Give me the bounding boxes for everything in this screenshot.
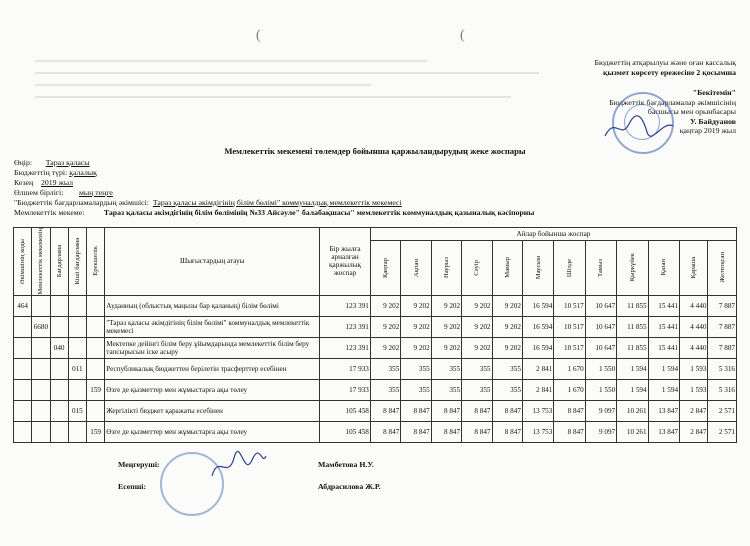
month-value-cell: 1 594 [617,379,648,400]
expense-name-cell: Мектепке дейінгі білім беру ұйымдарында мемлекеттік білім беру тапсырысын іске асыру [105,337,320,358]
month-value-cell: 1 593 [680,358,708,379]
month-value-cell: 15 441 [648,295,679,316]
expense-name-cell: Республикалық бюджеттен берілетін трасферттер есебінен [105,358,320,379]
month-value-cell: 355 [370,358,400,379]
header-month: Желтоқсан [708,240,737,295]
code-cell [87,295,105,316]
code-cell [50,421,68,442]
month-value-cell: 10 261 [617,400,648,421]
manager-label: Меңгеруші: [118,460,160,469]
annex-note: Бюджеттің атқарылуы және оған кассалық қызмет көрсету ережесіне 2 қосымша [594,58,736,77]
month-value-cell: 2 847 [680,400,708,421]
header-month: Қаңтар [370,240,400,295]
month-value-cell: 2 571 [708,400,737,421]
annual-plan-cell: 17 933 [320,358,371,379]
table-row [14,316,737,337]
institution-row: Мемлекеттік мекеме: Тараз қаласы әкімдігінің білім бөлімінің №33 Айсәуле" балабақшасы" мемлекеттік коммуналдық қазыналық кәсіпорны [14,208,535,217]
month-value-cell: 9 202 [462,337,492,358]
month-value-cell: 13 753 [522,421,553,442]
month-value-cell: 8 847 [431,421,461,442]
code-cell [50,400,68,421]
month-value-cell: 1 670 [554,379,585,400]
table-row [14,358,737,379]
month-value-cell: 8 847 [370,421,400,442]
header-month: Маусым [522,240,553,295]
month-value-cell: 15 441 [648,316,679,337]
code-cell [14,358,32,379]
region-row: Өңір: Тараз қаласы [14,158,90,167]
month-value-cell: 355 [431,379,461,400]
header-program: Бағдарлама [50,228,68,296]
code-cell [87,316,105,337]
code-cell [87,400,105,421]
month-value-cell: 10 647 [585,337,616,358]
budget-type-row: Бюджеттің түрі: қалалық [14,168,97,177]
month-value-cell: 355 [462,379,492,400]
code-cell [50,295,68,316]
month-value-cell: 8 847 [462,421,492,442]
code-cell: 159 [87,379,105,400]
month-value-cell: 9 202 [401,337,431,358]
month-value-cell: 9 202 [492,295,522,316]
header-month: Тамыз [585,240,616,295]
month-value-cell: 11 855 [617,316,648,337]
header-expense-name: Шығыстардың атауы [105,228,320,296]
bleed-through-text [35,50,595,140]
month-value-cell: 8 847 [462,400,492,421]
code-cell: 015 [68,400,86,421]
month-value-cell: 9 202 [370,316,400,337]
month-value-cell: 4 440 [680,337,708,358]
month-value-cell: 2 841 [522,358,553,379]
month-value-cell: 355 [370,379,400,400]
month-value-cell: 8 847 [554,421,585,442]
table-row [14,379,737,400]
month-value-cell: 355 [462,358,492,379]
expense-name-cell: Ауданның (облыстық маңызы бар қаланың) білім бөлімі [105,295,320,316]
header-month: Мамыр [492,240,522,295]
code-cell: 464 [14,295,32,316]
month-value-cell: 9 202 [462,295,492,316]
code-cell [32,400,50,421]
month-value-cell: 4 440 [680,295,708,316]
expense-name-cell: Өзге де қызметтер мен жұмыстарға ақы төлеу [105,421,320,442]
manager-name: Мамбетова Н.У. [318,460,374,469]
page-title: Мемлекеттік мекемені төлемдер бойынша қаржыландырудың жеке жоспары [224,146,526,156]
month-value-cell: 9 097 [585,421,616,442]
code-cell [32,379,50,400]
table-row [14,421,737,442]
month-value-cell: 8 847 [554,400,585,421]
month-value-cell: 1 670 [554,358,585,379]
month-value-cell: 16 594 [522,295,553,316]
code-cell [68,379,86,400]
header-month: Шілде [554,240,585,295]
month-value-cell: 355 [401,358,431,379]
expense-name-cell: Жергілікті бюджет қаражаты есебінен [105,400,320,421]
code-cell: 159 [87,421,105,442]
month-value-cell: 10 647 [585,316,616,337]
unit-row: Өлшем бірлігі: мың теңге [14,188,113,197]
month-value-cell: 15 441 [648,337,679,358]
table-row [14,400,737,421]
month-value-cell: 8 847 [370,400,400,421]
month-value-cell: 1 594 [617,358,648,379]
month-value-cell: 16 594 [522,337,553,358]
accountant-name: Абдрасилова Ж.Р. [318,482,381,491]
header-admin-code: Әкімшінің коды [14,228,32,296]
header-month: Қазан [648,240,679,295]
code-cell: 6680 [32,316,50,337]
code-cell [32,337,50,358]
code-cell [14,379,32,400]
month-value-cell: 11 855 [617,337,648,358]
code-cell [14,421,32,442]
table-row [14,337,737,358]
month-value-cell: 355 [492,358,522,379]
code-cell [68,421,86,442]
month-value-cell: 2 571 [708,421,737,442]
header-month: Қараша [680,240,708,295]
annual-plan-cell: 123 391 [320,295,371,316]
month-value-cell: 13 847 [648,421,679,442]
code-cell [32,358,50,379]
table-row [14,295,737,316]
annual-plan-cell: 123 391 [320,316,371,337]
code-cell: 011 [68,358,86,379]
code-cell [14,337,32,358]
code-cell [32,421,50,442]
month-value-cell: 9 202 [431,295,461,316]
accountant-label: Есепші: [118,482,147,491]
month-value-cell: 16 594 [522,316,553,337]
month-value-cell: 10 647 [585,295,616,316]
punch-hole-icon: ( [256,28,261,43]
expense-name-cell: Өзге де қызметтер мен жұмыстарға ақы төлеу [105,379,320,400]
code-cell: 040 [50,337,68,358]
month-value-cell: 13 847 [648,400,679,421]
month-value-cell: 355 [401,379,431,400]
month-value-cell: 355 [492,379,522,400]
month-value-cell: 9 202 [401,295,431,316]
admin-row: "Бюджеттік бағдарламалардың әкімшісі: Тараз қаласы әкімдігінің білім бөлімі" коммуналдық мемлекеттік мекемесі [14,198,402,207]
month-value-cell: 5 316 [708,358,737,379]
month-value-cell: 7 887 [708,295,737,316]
header-months-group: Айлар бойынша жоспар [370,228,736,241]
header-annual-plan: Бір жылға арналған қаржылық жоспар [320,228,371,296]
month-value-cell: 11 855 [617,295,648,316]
code-cell [87,337,105,358]
month-value-cell: 8 847 [492,421,522,442]
month-value-cell: 4 440 [680,316,708,337]
month-value-cell: 9 202 [370,337,400,358]
month-value-cell: 10 517 [554,316,585,337]
header-institution-code: Мемлекеттік мекеменің [32,228,50,296]
code-cell [32,295,50,316]
expense-name-cell: "Тараз қаласы әкімдігінің білім бөлімі" коммуналдық мемлекеттік мекемесі [105,316,320,337]
month-value-cell: 1 550 [585,379,616,400]
month-value-cell: 2 847 [680,421,708,442]
header-month: Ақпан [401,240,431,295]
period-row: Кезең 2019 жыл [14,178,74,187]
header-month: Сәуір [462,240,492,295]
code-cell [68,316,86,337]
month-value-cell: 10 517 [554,337,585,358]
header-month: Наурыз [431,240,461,295]
month-value-cell: 9 202 [431,316,461,337]
header-specific: Ерекшелік [87,228,105,296]
header-subprogram: Кіші бағдарлама [68,228,86,296]
month-value-cell: 9 202 [401,316,431,337]
month-value-cell: 9 202 [492,316,522,337]
code-cell [14,316,32,337]
month-value-cell: 355 [431,358,461,379]
month-value-cell: 9 097 [585,400,616,421]
month-value-cell: 13 753 [522,400,553,421]
month-value-cell: 5 316 [708,379,737,400]
approval-block: "Бекітемін" Бюджеттік бағдарламалар әкімшісінің басшысы мен орынбасары У. Байдуанов қаңтар 2019 жыл [609,88,736,136]
month-value-cell: 9 202 [492,337,522,358]
signature [208,450,268,484]
month-value-cell: 9 202 [370,295,400,316]
annual-plan-cell: 123 391 [320,337,371,358]
punch-hole-icon: ( [460,28,465,43]
month-value-cell: 7 887 [708,316,737,337]
month-value-cell: 1 550 [585,358,616,379]
month-value-cell: 8 847 [492,400,522,421]
month-value-cell: 8 847 [431,400,461,421]
month-value-cell: 10 517 [554,295,585,316]
code-cell [50,358,68,379]
month-value-cell: 1 594 [648,379,679,400]
financing-plan-table [13,227,737,443]
code-cell [50,379,68,400]
annual-plan-cell: 17 933 [320,379,371,400]
month-value-cell: 2 841 [522,379,553,400]
signature [603,114,675,142]
month-value-cell: 10 261 [617,421,648,442]
month-value-cell: 1 594 [648,358,679,379]
month-value-cell: 9 202 [431,337,461,358]
month-value-cell: 1 593 [680,379,708,400]
annual-plan-cell: 105 458 [320,421,371,442]
annual-plan-cell: 105 458 [320,400,371,421]
code-cell [87,358,105,379]
month-value-cell: 9 202 [462,316,492,337]
header-month: Қыркүйек [617,240,648,295]
month-value-cell: 7 887 [708,337,737,358]
code-cell [50,316,68,337]
code-cell [68,337,86,358]
month-value-cell: 8 847 [401,421,431,442]
code-cell [14,400,32,421]
code-cell [68,295,86,316]
month-value-cell: 8 847 [401,400,431,421]
